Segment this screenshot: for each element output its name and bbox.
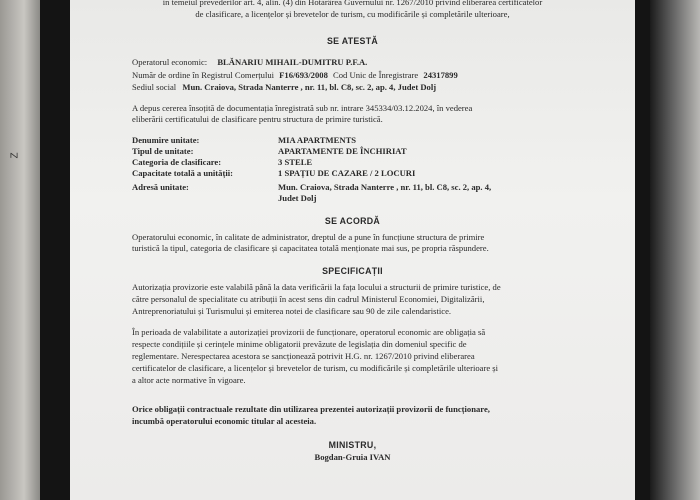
spec2-line-2: respecte condițiile și cerințele minime obligatorii prevăzute de legislația din domeniul specific de [132, 339, 467, 349]
seat-value: Mun. Craiova, Strada Nanterre , nr. 11, bl. C8, sc. 2, ap. 4, Judet Dolj [182, 82, 437, 92]
detail-label-address: Adresă unitate: [132, 182, 189, 192]
spec2-line-4: certificatelor de clasificare, a licențelor și brevetelor de turism, cu modificările și completările ulterioare și [132, 363, 499, 373]
spec1-line-2: către personalul de specialitate cu atribuții în acest sens din cadrul Ministerul Economiei, Digitalizării, [132, 294, 485, 304]
spec2-line-5: a altor acte normative în vigoare. [132, 375, 246, 385]
signature-title: MINISTRU, [328, 440, 377, 450]
obligations-line-1: Orice obligații contractuale rezultate din utilizarea prezentei autorizații provizorii de funcționare, [132, 404, 490, 414]
signature-name: Bogdan-Gruia IVAN [314, 452, 391, 462]
detail-value-category: 3 STELE [278, 157, 313, 167]
spec1-line-1: Autorizația provizorie este valabilă până la data verificării la fața locului a structurii de primire turistice, de [132, 282, 501, 292]
certificate-document [70, 0, 635, 500]
detail-label-type: Tipul de unitate: [132, 146, 194, 156]
detail-value-type: APARTAMENTE DE ÎNCHIRIAT [278, 146, 407, 156]
obligations-line-2: incumbă operatorului economic titular al acesteia. [132, 416, 317, 426]
seat-line [132, 82, 436, 93]
operator-label: Operatorul economic: [132, 57, 208, 67]
wall-left [0, 0, 40, 500]
spec1-line-3: Antreprenoriatului și Turismului și emiterea notei de clasificare sau 90 de zile calendaristice. [132, 306, 452, 316]
seat-label: Sediul social [132, 82, 177, 92]
detail-label-name: Denumire unitate: [132, 135, 200, 145]
cui-label: Cod Unic de Înregistrare [333, 70, 419, 80]
detail-value-address-2: Judet Dolj [278, 193, 317, 203]
detail-label-category: Categoria de clasificare: [132, 157, 222, 167]
acorda-line-1: Operatorului economic, în calitate de administrator, dreptul de a pune în funcțiune structura de primire [132, 232, 485, 242]
spec-heading: SPECIFICAȚII [322, 266, 383, 276]
request-line-2: eliberării certificatului de clasificare pentru structura de primire turistică. [132, 114, 383, 124]
wall-mark: Z [9, 152, 21, 159]
request-line-1: A depus cererea însoțită de documentația înregistrată sub nr. intrare 345334/03.12.2024, în vederea [132, 103, 473, 113]
operator-line [132, 57, 367, 68]
acorda-line-2: turistică la tipul, categoria de clasificare și capacitatea totală menționate mai sus, pe propria răspundere. [132, 243, 489, 253]
detail-value-name: MIA APARTMENTS [278, 135, 357, 145]
intro-line-2: de clasificare, a licențelor și brevetelor de turism, cu modificările și completările ulterioare, [195, 9, 510, 19]
spec2-line-3: reglementare. Nerespectarea acestora se sancționează potrivit H.G. nr. 1267/2010 privind eliberarea [132, 351, 475, 361]
registry-value: F16/693/2008 [279, 70, 328, 80]
spec2-line-1: În perioada de valabilitate a autorizației provizorii de funcționare, operatorul economic are obligația să [132, 327, 486, 337]
detail-label-capacity: Capacitate totală a unității: [132, 168, 233, 178]
registry-label: Număr de ordine în Registrul Comerțului [132, 70, 275, 80]
intro-line-1: in temeiul prevederilor art. 4, alin. (4) din Hotărârea Guvernului nr. 1267/2010 privind eliberarea certificatelor [162, 0, 543, 7]
cui-value: 24317899 [423, 70, 458, 80]
registry-line [132, 70, 458, 81]
operator-value: BLĂNARIU MIHAIL-DUMITRU P.F.A. [217, 57, 368, 67]
detail-value-address: Mun. Craiova, Strada Nanterre , nr. 11, bl. C8, sc. 2, ap. 4, [278, 182, 492, 192]
acorda-heading: SE ACORDĂ [324, 216, 381, 226]
detail-value-capacity: 1 SPAȚIU DE CAZARE / 2 LOCURI [278, 168, 416, 178]
wall-right [650, 0, 700, 500]
atesta-heading: SE ATESTĂ [326, 36, 379, 46]
